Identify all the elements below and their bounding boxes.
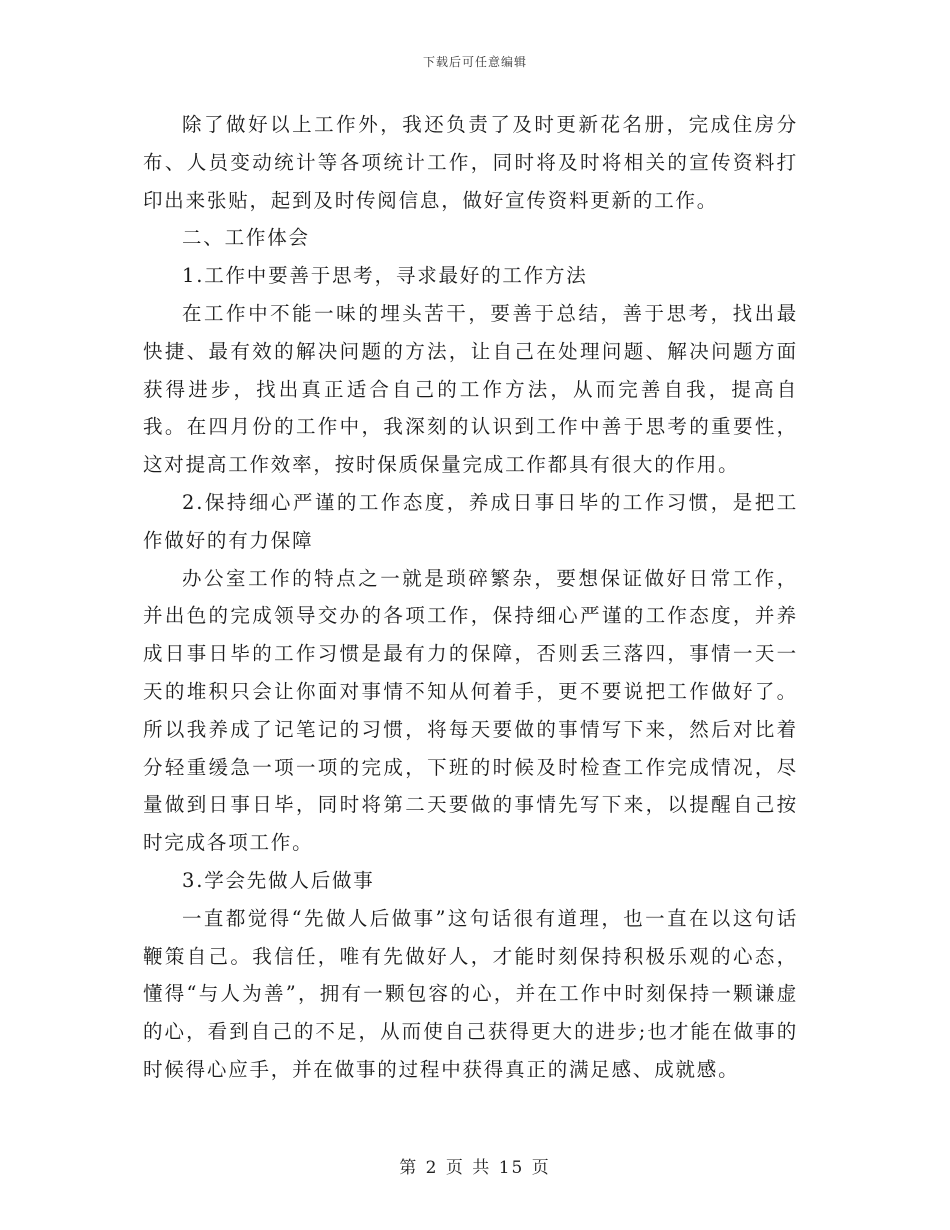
paragraph-4: 一直都觉得“先做人后做事”这句话很有道理，也一直在以这句话鞭策自己。我信任，唯有先做好人，才能时刻保持积极乐观的心态，懂得“与人为善”，拥有一颗包容的心，并在工作中时刻保持一颗谦虚的心，看到自己的不足，从而使自己获得更大的进步;也才能在做事的时候得心应手，并在做事的过程中获得真正的满足感、成就感。 [143,906,798,1081]
document-body [143,106,798,1089]
paragraph-3: 办公室工作的特点之一就是琐碎繁杂，要想保证做好日常工作，并出色的完成领导交办的各项工作，保持细心严谨的工作态度，并养成日事日毕的工作习惯是最有力的保障，否则丢三落四，事情一天一天的堆积只会让你面对事情不知从何着手，更不要说把工作做好了。所以我养成了记笔记的习惯，将每天要做的事情写下来，然后对比着分轻重缓急一项一项的完成，下班的时候及时检查工作完成情况，尽量做到日事日毕，同时将第二天要做的事情先写下来，以提醒自己按时完成各项工作。 [143,566,798,855]
page-header: 下载后可任意编辑 [422,55,527,69]
subheading-2: 2.保持细心严谨的工作态度，养成日事日毕的工作习惯，是把工作做好的有力保障 [143,490,798,552]
section-heading-work-experience: 二、工作体会 [182,226,310,250]
subheading-1: 1.工作中要善于思考，寻求最好的工作方法 [182,264,588,288]
paragraph-1: 除了做好以上工作外，我还负责了及时更新花名册，完成住房分布、人员变动统计等各项统计工作，同时将及时将相关的宣传资料打印出来张贴，起到及时传阅信息，做好宣传资料更新的工作。 [143,113,798,212]
paragraph-2: 在工作中不能一味的埋头苦干，要善于总结，善于思考，找出最快捷、最有效的解决问题的方法，让自己在处理问题、解决问题方面获得进步，找出真正适合自己的工作方法，从而完善自我，提高自我。在四月份的工作中，我深刻的认识到工作中善于思考的重要性，这对提高工作效率，按时保质保量完成工作都具有很大的作用。 [143,301,798,477]
page-footer: 第 2 页 共 15 页 [399,1158,551,1178]
subheading-3: 3.学会先做人后做事 [182,868,375,892]
